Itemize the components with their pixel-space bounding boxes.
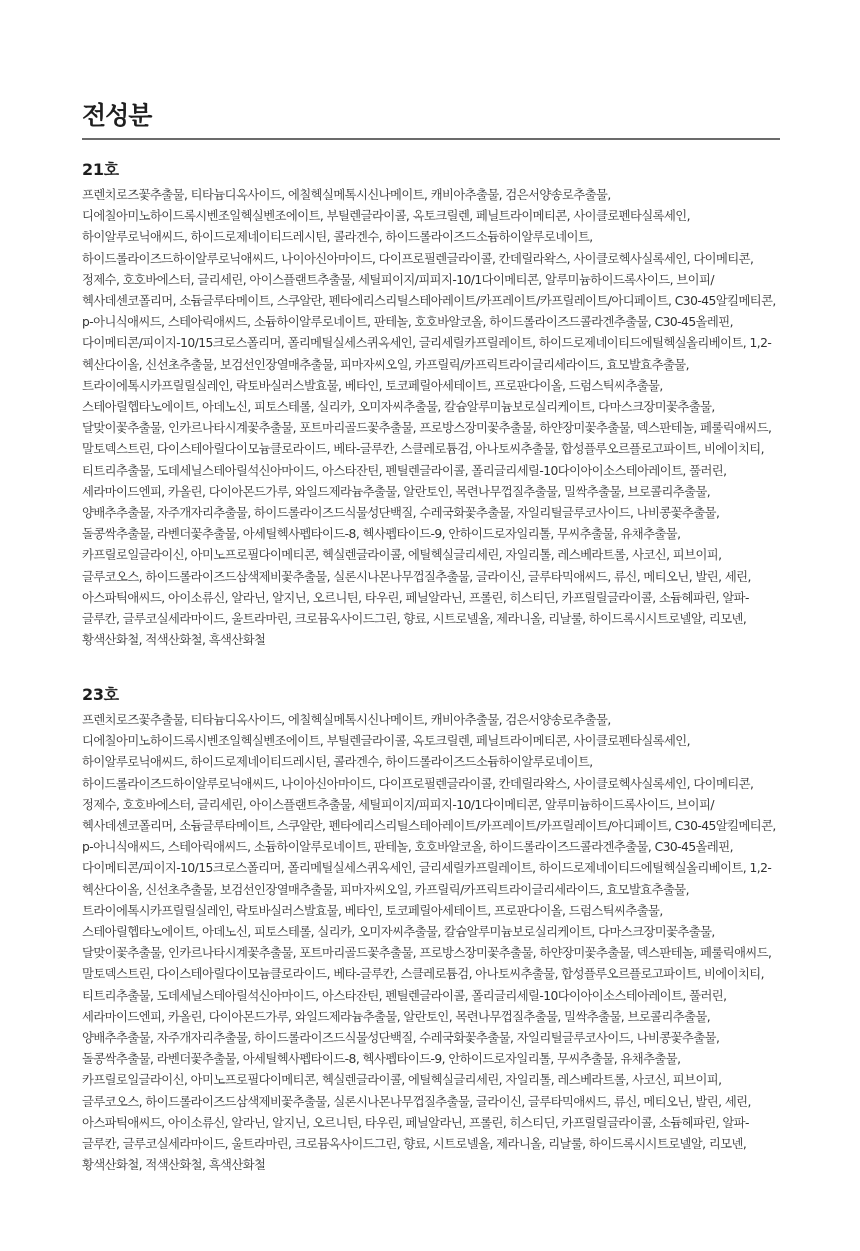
page-title: 전성분 bbox=[82, 101, 152, 130]
shade-21-ingredients: 프렌치로즈꽃추출물, 티타늄디옥사이드, 에칠헥실메톡시신나메이트, 캐비아추출물, 검은서양송로추출물, 디에칠아미노하이드록시벤조일헥실벤조에이트, 부틸렌글라이콜, 옥토크릴렌, 페닐트라이메티콘, 사이클로펜타실록세인, 하이알루로닉애씨드, 하이드로제네이티드레시틴, 콜라겐수, 하이드롤라이즈드소듐하이알루로네이트, 하이드롤라이즈드하이알루로닉애씨드, 나이아신아마이드, 다이프로필렌글라이콜, 칸데릴라왁스, 사이클로헥사실록세인, 다이메티콘, 정제수, 호호바에스터, 글리세린, 아이스플랜트추출물, 세틸피이지/피피지-10/1다이메티콘, 알루미늄하이드록사이드, 브이피/헥사데센코폴리머, 소듐글루타메이트, 스쿠알란, 펜타에리스리틸스테아레이트/카프레이트/카프릴레이트/아디페이트, C30-45알킬메티콘, p-아니식애씨드, 스테아릭애씨드, 소듐하이알루로네이트, 판테놀, 호호바알코올, 하이드롤라이즈드콜라겐추출물, C30-45올레핀, 다이메티콘/피이지-10/15크로스폴리머, 폴리메틸실세스퀴옥세인, 글리세릴카프릴레이트, 하이드로제네이티드에틸헥실올리베이트, 1,2-헥산다이올, 신선초추출물, 보검선인장열매추출물, 피마자씨오일, 카프릴릭/카프릭트라이글리세라이드, 효모발효추출물, 트라이에톡시카프릴릴실레인, 락토바실러스발효물, 베타인, 토코페릴아세테이트, 프로판다이올, 드럼스틱씨추출물, 스테아릴헵타노에이트, 아데노신, 피토스테롤, 실리카, 오미자씨추출물, 칼슘알루미늄보로실리케이트, 다마스크장미꽃추출물, 달맞이꽃추출물, 인카르나타시계꽃추출물, 포트마리골드꽃추출물, 프로방스장미꽃추출물, 하얀장미꽃추출물, 덱스판테놀, 페룰릭애씨드, 말토덱스트린, 다이스테아릴다이모늄클로라이드, 베타-글루칸, 스클레로튬검, 아나토씨추출물, 합성플루오르플로고파이트, 비에이치티, 티트리추출물, 도데세닐스테아릴석신아마이드, 아스타잔틴, 펜틸렌글라이콜, 폴리글리세릴-10다이아이소스테아레이트, 풀러린, 세라마이드엔피, 카올린, 다이아몬드가루, 와일드제라늄추출물, 알란토인, 목련나무껍질추출물, 밀싹추출물, 브로콜리추출물, 양배추추출물, 자주개자리추출물, 하이드롤라이즈드식물성단백질, 수레국화꽃추출물, 자일리틸글루코사이드, 나비콩꽃추출물, 돌콩싹추출물, 라벤더꽃추출물, 아세틸헥사펩타이드-8, 헥사펩타이드-9, 안하이드로자일리톨, 무씨추출물, 유채추출물, 카프릴로일글라이신, 아미노프로필다이메티콘, 헥실렌글라이콜, 에틸헥실글리세린, 자일리톨, 레스베라트롤, 사코신, 피브이피, 글루코오스, 하이드롤라이즈드삼색제비꽃추출물, 실론시나몬나무껍질추출물, 글라이신, 글루타믹애씨드, 류신, 메티오닌, 발린, 세린, 아스파틱애씨드, 아이소류신, 알라닌, 알지닌, 오르니틴, 타우린, 페닐알라닌, 프롤린, 히스티딘, 카프릴릴글라이콜, 소듐헤파린, 알파-글루칸, 글루코실세라마이드, 울트라마린, 크로뮴옥사이드그린, 향료, 시트로넬올, 제라니올, 리날룰, 하이드록시시트로넬알, 리모넨, 황색산화철, 적색산화철, 흑색산화철 bbox=[82, 188, 776, 648]
shade-23-heading: 23호 bbox=[82, 685, 119, 704]
title-divider bbox=[82, 138, 780, 140]
shade-21-heading: 21호 bbox=[82, 160, 119, 179]
shade-23-section bbox=[82, 683, 780, 1176]
shade-23-ingredients: 프렌치로즈꽃추출물, 티타늄디옥사이드, 에칠헥실메톡시신나메이트, 캐비아추출물, 검은서양송로추출물, 디에칠아미노하이드록시벤조일헥실벤조에이트, 부틸렌글라이콜, 옥토크릴렌, 페닐트라이메티콘, 사이클로펜타실록세인, 하이알루로닉애씨드, 하이드로제네이티드레시틴, 콜라겐수, 하이드롤라이즈드소듐하이알루로네이트, 하이드롤라이즈드하이알루로닉애씨드, 나이아신아마이드, 다이프로필렌글라이콜, 칸데릴라왁스, 사이클로헥사실록세인, 다이메티콘, 정제수, 호호바에스터, 글리세린, 아이스플랜트추출물, 세틸피이지/피피지-10/1다이메티콘, 알루미늄하이드록사이드, 브이피/헥사데센코폴리머, 소듐글루타메이트, 스쿠알란, 펜타에리스리틸스테아레이트/카프레이트/카프릴레이트/아디페이트, C30-45알킬메티콘, p-아니식애씨드, 스테아릭애씨드, 소듐하이알루로네이트, 판테놀, 호호바알코올, 하이드롤라이즈드콜라겐추출물, C30-45올레핀, 다이메티콘/피이지-10/15크로스폴리머, 폴리메틸실세스퀴옥세인, 글리세릴카프릴레이트, 하이드로제네이티드에틸헥실올리베이트, 1,2-헥산다이올, 신선초추출물, 보검선인장열매추출물, 피마자씨오일, 카프릴릭/카프릭트라이글리세라이드, 효모발효추출물, 트라이에톡시카프릴릴실레인, 락토바실러스발효물, 베타인, 토코페릴아세테이트, 프로판다이올, 드럼스틱씨추출물, 스테아릴헵타노에이트, 아데노신, 피토스테롤, 실리카, 오미자씨추출물, 칼슘알루미늄보로실리케이트, 다마스크장미꽃추출물, 달맞이꽃추출물, 인카르나타시계꽃추출물, 포트마리골드꽃추출물, 프로방스장미꽃추출물, 하얀장미꽃추출물, 덱스판테놀, 페룰릭애씨드, 말토덱스트린, 다이스테아릴다이모늄클로라이드, 베타-글루칸, 스클레로튬검, 아나토씨추출물, 합성플루오르플로고파이트, 비에이치티, 티트리추출물, 도데세닐스테아릴석신아마이드, 아스타잔틴, 펜틸렌글라이콜, 폴리글리세릴-10다이아이소스테아레이트, 풀러린, 세라마이드엔피, 카올린, 다이아몬드가루, 와일드제라늄추출물, 알란토인, 목련나무껍질추출물, 밀싹추출물, 브로콜리추출물, 양배추추출물, 자주개자리추출물, 하이드롤라이즈드식물성단백질, 수레국화꽃추출물, 자일리틸글루코사이드, 나비콩꽃추출물, 돌콩싹추출물, 라벤더꽃추출물, 아세틸헥사펩타이드-8, 헥사펩타이드-9, 안하이드로자일리톨, 무씨추출물, 유채추출물, 카프릴로일글라이신, 아미노프로필다이메티콘, 헥실렌글라이콜, 에틸헥실글리세린, 자일리톨, 레스베라트롤, 사코신, 피브이피, 글루코오스, 하이드롤라이즈드삼색제비꽃추출물, 실론시나몬나무껍질추출물, 글라이신, 글루타믹애씨드, 류신, 메티오닌, 발린, 세린, 아스파틱애씨드, 아이소류신, 알라닌, 알지닌, 오르니틴, 타우린, 페닐알라닌, 프롤린, 히스티딘, 카프릴릴글라이콜, 소듐헤파린, 알파-글루칸, 글루코실세라마이드, 울트라마린, 크로뮴옥사이드그린, 향료, 시트로넬올, 제라니올, 리날룰, 하이드록시시트로넬알, 리모넨, 황색산화철, 적색산화철, 흑색산화철 bbox=[82, 713, 776, 1173]
shade-21-section bbox=[82, 158, 780, 651]
